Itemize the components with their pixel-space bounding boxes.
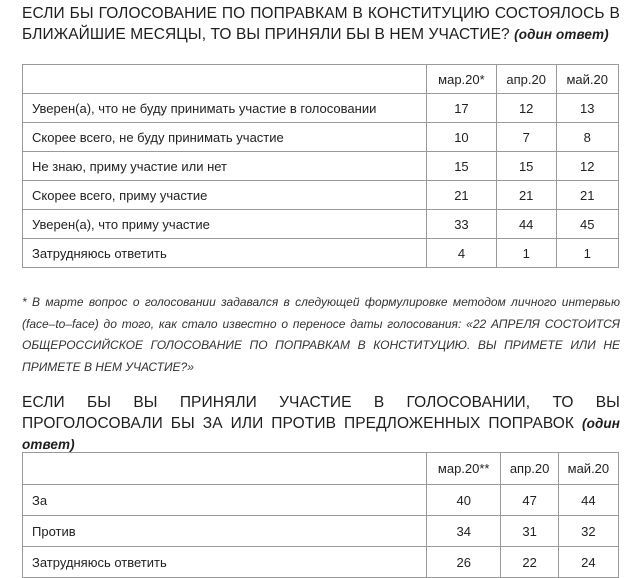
column-header: мар.20** bbox=[427, 453, 501, 485]
row-label: За bbox=[23, 485, 427, 516]
cell-value: 24 bbox=[558, 547, 618, 578]
column-header: апр.20 bbox=[501, 453, 558, 485]
cell-value: 33 bbox=[427, 210, 497, 239]
row-label: Скорее всего, приму участие bbox=[23, 181, 427, 210]
header-empty-cell bbox=[23, 453, 427, 485]
cell-value: 31 bbox=[501, 516, 558, 547]
cell-value: 8 bbox=[556, 123, 619, 152]
table-row bbox=[23, 239, 619, 268]
cell-value: 21 bbox=[556, 181, 619, 210]
table-row bbox=[23, 152, 619, 181]
cell-value: 44 bbox=[558, 485, 618, 516]
cell-value: 22 bbox=[501, 547, 558, 578]
cell-value: 10 bbox=[427, 123, 497, 152]
row-label: Затрудняюсь ответить bbox=[23, 239, 427, 268]
row-label: Не знаю, приму участие или нет bbox=[23, 152, 427, 181]
cell-value: 1 bbox=[496, 239, 556, 268]
header-empty-cell bbox=[23, 65, 427, 94]
footnote: * В марте вопрос о голосовании задавался в следующей формулировке методом личного интервью (face–to–face) до того, как стало известно о переносе даты голосования: «22 АПРЕЛЯ СОСТОИТСЯ ОБЩЕРОССИЙСКОЕ ГОЛОСОВАНИЕ ПО ПОПРАВКАМ В КОНСТИТУЦИЮ. ВЫ ПРИМЕТЕ ИЛИ НЕ ПРИМЕТЕ В НЕМ УЧАСТИЕ?» bbox=[22, 295, 620, 374]
row-label: Скорее всего, не буду принимать участие bbox=[23, 123, 427, 152]
column-header: апр.20 bbox=[496, 65, 556, 94]
cell-value: 12 bbox=[496, 94, 556, 123]
table-header-row bbox=[23, 65, 619, 94]
cell-value: 21 bbox=[427, 181, 497, 210]
cell-value: 15 bbox=[427, 152, 497, 181]
cell-value: 12 bbox=[556, 152, 619, 181]
table-row bbox=[23, 123, 619, 152]
cell-value: 47 bbox=[501, 485, 558, 516]
section2-note: (один ответ) bbox=[22, 416, 620, 452]
section2-title bbox=[22, 392, 620, 455]
section1-table bbox=[22, 64, 619, 268]
cell-value: 44 bbox=[496, 210, 556, 239]
column-header: май.20 bbox=[556, 65, 619, 94]
row-label: Затрудняюсь ответить bbox=[23, 547, 427, 578]
table-row bbox=[23, 210, 619, 239]
table-header-row bbox=[23, 453, 619, 485]
row-label: Против bbox=[23, 516, 427, 547]
table-row bbox=[23, 181, 619, 210]
cell-value: 1 bbox=[556, 239, 619, 268]
section2-title-text: ЕСЛИ БЫ ВЫ ПРИНЯЛИ УЧАСТИЕ В ГОЛОСОВАНИИ, ТО ВЫ ПРОГОЛОСОВАЛИ БЫ ЗА ИЛИ ПРОТИВ ПРЕДЛОЖЕННЫХ ПОПРАВОК bbox=[22, 394, 620, 432]
cell-value: 21 bbox=[496, 181, 556, 210]
cell-value: 13 bbox=[556, 94, 619, 123]
section2-table bbox=[22, 452, 619, 578]
cell-value: 34 bbox=[427, 516, 501, 547]
cell-value: 4 bbox=[427, 239, 497, 268]
table-row bbox=[23, 547, 619, 578]
column-header: мар.20* bbox=[427, 65, 497, 94]
section1-title-text: ЕСЛИ БЫ ГОЛОСОВАНИЕ ПО ПОПРАВКАМ В КОНСТИТУЦИЮ СОСТОЯЛОСЬ В БЛИЖАЙШИЕ МЕСЯЦЫ, ТО ВЫ ПРИНЯЛИ БЫ В НЕМ УЧАСТИЕ? bbox=[22, 5, 620, 43]
cell-value: 7 bbox=[496, 123, 556, 152]
row-label: Уверен(а), что не буду принимать участие в голосовании bbox=[23, 94, 427, 123]
section1-note: (один ответ) bbox=[514, 27, 609, 42]
column-header: май.20 bbox=[558, 453, 618, 485]
table-row bbox=[23, 485, 619, 516]
cell-value: 26 bbox=[427, 547, 501, 578]
cell-value: 32 bbox=[558, 516, 618, 547]
cell-value: 45 bbox=[556, 210, 619, 239]
cell-value: 15 bbox=[496, 152, 556, 181]
table-row bbox=[23, 94, 619, 123]
row-label: Уверен(а), что приму участие bbox=[23, 210, 427, 239]
cell-value: 17 bbox=[427, 94, 497, 123]
table-row bbox=[23, 516, 619, 547]
section1-title bbox=[22, 3, 620, 45]
cell-value: 40 bbox=[427, 485, 501, 516]
